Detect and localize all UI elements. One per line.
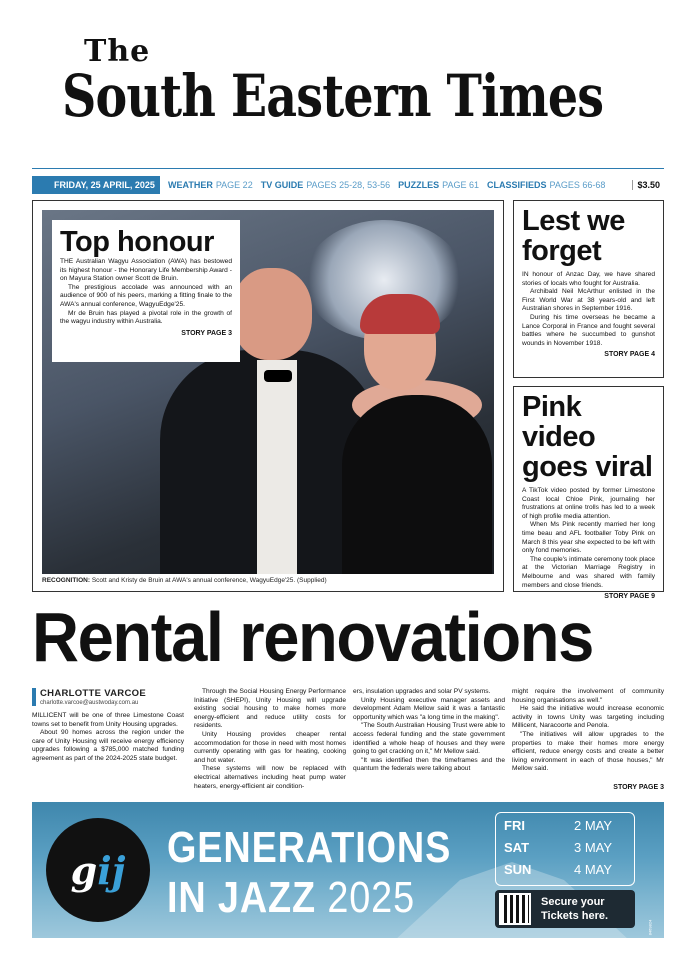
gij-logo: g ij — [46, 818, 150, 922]
ad-code: 8469824 — [647, 919, 653, 936]
tv-guide-link[interactable]: TV GUIDE PAGES 25-28, 53-56 — [260, 180, 391, 190]
pink-heading: Pink video goes viral — [522, 391, 653, 483]
ad-ticket-cta[interactable]: Secure your Tickets here. — [495, 890, 635, 928]
lead-headline[interactable]: Rental renovations — [32, 598, 593, 676]
top-honour-panel[interactable] — [52, 220, 240, 362]
pink-story-ref[interactable]: STORY PAGE 9 — [604, 593, 655, 601]
lead-column-1: MILLICENT will be one of three Limestone Coast towns set to benefit from Unity Housing upgrades. About 90 homes across the region under the care of Unity Housing will receive energy efficiency upgrades following a $785,000 matched funding agreement as part of the 2024-2025 state budget. — [32, 712, 184, 762]
ad-date-sun: SUN 4 MAY — [504, 862, 613, 877]
ad-title-line2: IN JAZZ 2025 — [167, 873, 415, 922]
top-honour-body: THE Australian Wagyu Association (AWA) has bestowed its highest honour - the Honorary Life Membership Award - on Mayura Station owner Scott de Bruin. The prestigious accolade was announced with an audience of 900 of his peers, marking a fitting finale to the AWA's annual conference, WagyuEdge'25. Mr de Bruin has played a pivotal role in the growth of the wagyu industry within Australia. — [60, 258, 232, 326]
cover-price: $3.50 — [632, 180, 664, 190]
issue-date: FRIDAY, 25 APRIL, 2025 — [32, 176, 160, 194]
ad-title-line1: GENERATIONS — [167, 823, 452, 872]
weather-link[interactable]: WEATHER PAGE 22 — [168, 180, 253, 190]
puzzles-link[interactable]: PUZZLES PAGE 61 — [398, 180, 479, 190]
masthead-rule — [32, 168, 664, 169]
photo-caption: RECOGNITION: Scott and Kristy de Bruin at AWA's annual conference, WagyuEdge'25. (Supplied) — [42, 577, 327, 584]
lest-story-ref[interactable]: STORY PAGE 4 — [604, 351, 655, 359]
pink-video-box[interactable] — [513, 386, 664, 601]
qr-code-icon[interactable] — [499, 893, 531, 925]
generations-in-jazz-ad[interactable] — [32, 802, 664, 938]
lest-heading: Lest we forget — [522, 205, 625, 267]
ad-dates-box — [495, 812, 635, 886]
top-honour-story-ref[interactable]: STORY PAGE 3 — [181, 329, 232, 337]
byline-accent — [32, 688, 36, 706]
lead-column-2: Through the Social Housing Energy Performance Initiative (SHEPI), Unity Housing will upgrade existing social housing to make homes more energy-efficient and reduce utility costs for residents. Unity Housing provides cheaper rental accommodation for those in need with most homes currently operating with gas for heating, cooking and hot water. These systems will now be replaced with electrical alternatives including heat pump water heaters, energy-efficient air condition- — [194, 688, 346, 790]
classifieds-link[interactable]: CLASSIFIEDS PAGES 66-68 — [486, 180, 606, 190]
info-bar — [32, 176, 664, 194]
lest-body: IN honour of Anzac Day, we have shared stories of locals who fought for Australia. Archibald Neil McArthur enlisted in the First World War at 38 years-old and left Australian shores in September 1916. During his time overseas he became a Lance Corporal in France and fought several battles where he succumbed to gunshot wounds in November 1918. — [522, 271, 655, 347]
ad-date-fri: FRI 2 MAY — [504, 818, 613, 833]
byline: CHARLOTTE VARCOE — [40, 688, 146, 699]
masthead-title: South Eastern Times — [62, 62, 604, 130]
lest-we-forget-box[interactable] — [513, 200, 664, 378]
pink-body: A TikTok video posted by former Limestone Coast local Chloe Pink, journaling her frustrations at online trolls has led to a week of high profile media attention. When Ms Pink recently married her long time beau and AFL footballer Toby Pink on March 8 this year she expected to be left with only fond memories. The couple's intimate ceremony took place at the Victorian Marriage Registry in Melbourne and was shared with family members and close friends. — [522, 487, 655, 589]
lead-column-4: might require the involvement of community housing organisations as well." He said the initiative would increase economic activity in towns Unity was targeting including Millicent, Naracoorte and Penola. "The initiatives will allow upgrades to the properties to make their homes more energy efficient, reduce energy costs and create a better living environment in each of those houses," Mr Mellow said. — [512, 688, 664, 773]
masthead-the: The — [84, 34, 151, 69]
byline-email[interactable]: charlotte.varcoe@austwoday.com.au — [40, 700, 139, 706]
lead-story-ref[interactable]: STORY PAGE 3 — [613, 784, 664, 791]
ad-date-sat: SAT 3 MAY — [504, 840, 613, 855]
lead-column-3: ers, insulation upgrades and solar PV systems. Unity Housing executive manager assets and development Adam Mellow said it was a fantastic opportunity which was "a long time in the making". "The South Australian Housing Trust were able to access federal funding and the state government identified a whole heap of houses and they were going to get cracking on it," Mr Mellow said. "It was identified then the timeframes and the quantum the federals were talking about — [353, 688, 505, 773]
top-honour-heading: Top honour — [60, 226, 214, 258]
